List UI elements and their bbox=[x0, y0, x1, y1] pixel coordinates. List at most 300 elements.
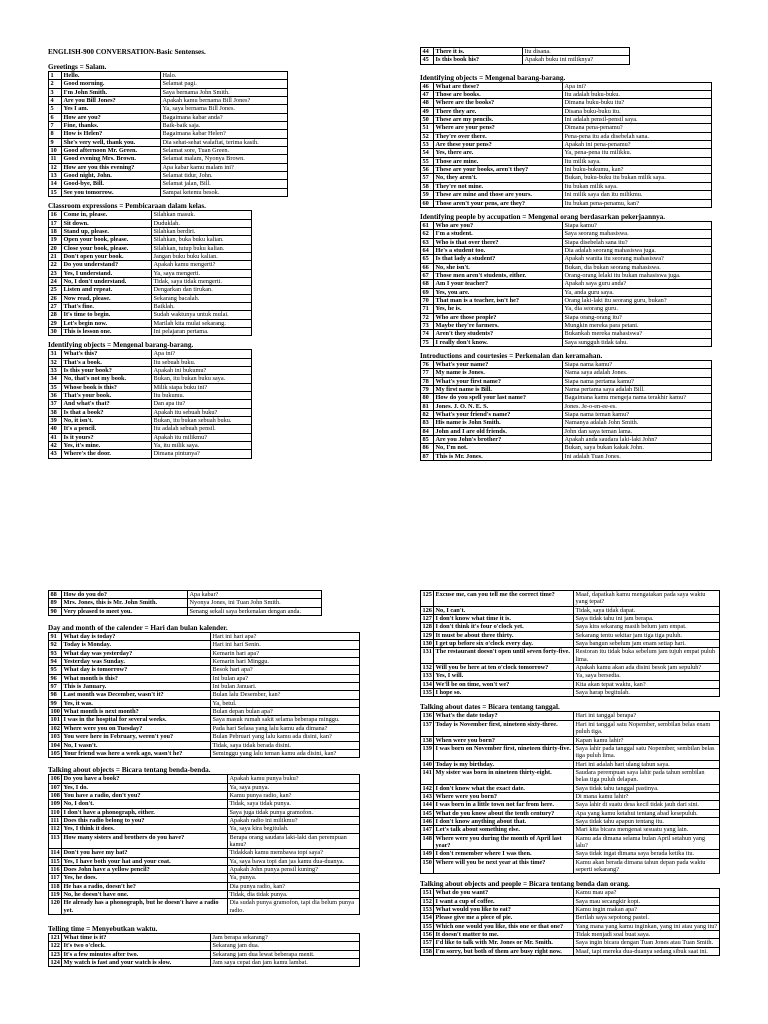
row-number: 67 bbox=[421, 271, 434, 279]
indonesian-translation: Ya, saya kira begitulah. bbox=[228, 825, 360, 833]
table-row bbox=[421, 91, 712, 99]
row-number: 102 bbox=[50, 724, 60, 732]
indonesian-translation: Baiklah. bbox=[152, 302, 252, 310]
row-number: 154 bbox=[422, 914, 432, 922]
table-introductions bbox=[420, 360, 712, 461]
english-sentence: Do you have a book? bbox=[62, 775, 228, 783]
row-number: 87 bbox=[421, 452, 434, 460]
indonesian-translation: Saya seorang mahasiswa. bbox=[563, 230, 712, 238]
indonesian-translation: Tidak, dia tidak punya. bbox=[228, 891, 360, 899]
english-sentence: That's your book. bbox=[62, 392, 152, 400]
table-row bbox=[421, 834, 720, 850]
english-sentence: I'm John Smith. bbox=[62, 88, 161, 96]
indonesian-translation: Saya tidak tahu ini jam berapa. bbox=[574, 615, 720, 623]
table-row bbox=[49, 163, 288, 171]
row-number: 35 bbox=[49, 383, 62, 391]
english-sentence: It's time to begin. bbox=[62, 311, 152, 319]
english-sentence: No, it isn't. bbox=[62, 417, 152, 425]
indonesian-translation: Apakah ini bukumu? bbox=[152, 367, 252, 375]
indonesian-translation: Nama pertama saya adalah Bill. bbox=[563, 386, 712, 394]
row-number: 108 bbox=[50, 791, 60, 799]
english-sentence: That man is a teacher, isn't he? bbox=[434, 296, 563, 304]
indonesian-translation: Silahkan berdiri. bbox=[152, 227, 252, 235]
row-number: 139 bbox=[421, 744, 434, 760]
table-row bbox=[49, 783, 360, 791]
indonesian-translation: Saya mau secangkir kopi. bbox=[574, 897, 720, 905]
english-sentence: These are mine and those are yours. bbox=[434, 191, 563, 199]
indonesian-translation: Apa yang kamu ketahui tentang abad kesepuluh. bbox=[574, 809, 720, 817]
section-title-talking-objects: Talking about objects = Bicara tentang benda-benda. bbox=[48, 766, 211, 775]
row-number: 156 bbox=[422, 931, 432, 939]
row-number: 63 bbox=[421, 238, 434, 246]
row-number: 34 bbox=[49, 375, 62, 383]
row-number: 122 bbox=[50, 942, 60, 950]
row-number: 59 bbox=[421, 191, 434, 199]
table-row bbox=[421, 141, 712, 149]
table-talking-objects bbox=[48, 774, 360, 915]
table-row bbox=[49, 211, 252, 219]
english-sentence: Where were you on Tuesday? bbox=[62, 724, 211, 732]
english-sentence: Yes, I think it does. bbox=[62, 825, 228, 833]
table-row bbox=[49, 442, 252, 450]
indonesian-translation: Saya bangun sebelum jam enam setiap hari. bbox=[574, 640, 720, 648]
english-sentence: I don't remember where I was then. bbox=[434, 850, 574, 858]
table-row bbox=[49, 865, 360, 873]
table-row bbox=[49, 236, 252, 244]
english-sentence: How many sisters and brothers do you have? bbox=[62, 833, 228, 849]
row-number: 107 bbox=[50, 783, 60, 791]
row-number: 2 bbox=[49, 80, 62, 88]
row-number: 39 bbox=[49, 417, 62, 425]
indonesian-translation: Hari ini tanggal satu Nopember, sembilan belas enam puluh tiga. bbox=[574, 720, 720, 736]
table-continuation-44 bbox=[420, 47, 630, 65]
english-sentence: Today is Monday. bbox=[62, 641, 211, 649]
row-number: 148 bbox=[421, 834, 434, 850]
row-number: 4 bbox=[49, 97, 62, 105]
table-row bbox=[421, 664, 720, 672]
indonesian-translation: Ya, itu milik saya. bbox=[152, 442, 252, 450]
table-row bbox=[421, 801, 720, 809]
table-row bbox=[421, 427, 712, 435]
table-row bbox=[49, 105, 288, 113]
row-number: 101 bbox=[50, 716, 60, 724]
row-number: 81 bbox=[421, 402, 434, 410]
indonesian-translation: Seminggu yang lalu teman kamu ada disini, kan? bbox=[211, 749, 360, 757]
indonesian-translation: Siapa nama teman kamu? bbox=[563, 411, 712, 419]
row-number: 44 bbox=[421, 48, 434, 56]
indonesian-translation: Ya, saya mengerti. bbox=[152, 269, 252, 277]
table-greetings bbox=[48, 71, 288, 197]
indonesian-translation: Saya juga tidak punya gramofon. bbox=[228, 808, 360, 816]
english-sentence: I'd like to talk with Mr. Jones or Mr. Smith. bbox=[434, 939, 574, 947]
indonesian-translation: Itu adalah sebuah pensil. bbox=[152, 425, 252, 433]
table-row bbox=[421, 939, 720, 947]
row-number: 150 bbox=[421, 858, 434, 874]
table-row bbox=[421, 712, 720, 720]
english-sentence: I want a cup of coffee. bbox=[434, 897, 574, 905]
row-number: 116 bbox=[50, 865, 60, 873]
row-number: 146 bbox=[422, 817, 432, 825]
english-sentence: Are you Bill Jones? bbox=[62, 97, 161, 105]
table-row bbox=[49, 408, 252, 416]
table-row bbox=[49, 383, 252, 391]
table-row bbox=[421, 394, 712, 402]
table-row bbox=[421, 906, 720, 914]
row-number: 96 bbox=[49, 674, 62, 682]
english-sentence: I was born in a little town not far from here. bbox=[434, 801, 574, 809]
table-row bbox=[49, 633, 360, 641]
indonesian-translation: Saya harap begitulah. bbox=[574, 689, 720, 697]
indonesian-translation: Kamu ada dimana selama bulan April setahun yang lalu? bbox=[574, 834, 720, 850]
page2-left-column bbox=[48, 590, 360, 967]
table-row bbox=[49, 808, 360, 816]
row-number: 48 bbox=[421, 99, 434, 107]
english-sentence: What day was yesterday? bbox=[62, 649, 211, 657]
english-sentence: It must be about three thirty. bbox=[434, 631, 574, 639]
table-row bbox=[421, 296, 712, 304]
indonesian-translation: Ini adalah pensil-pensil saya. bbox=[563, 116, 712, 124]
row-number: 86 bbox=[421, 444, 434, 452]
section-title-occupation: Identifying people by accupation = Mengenal orang berdasarkan pekerjaannya. bbox=[420, 212, 666, 221]
row-number: 22 bbox=[49, 261, 62, 269]
table-row bbox=[421, 792, 720, 800]
english-sentence: There they are. bbox=[434, 107, 563, 115]
indonesian-translation: Dia adalah seorang mahasiswa juga. bbox=[563, 246, 712, 254]
english-sentence: He has a radio, doesn't he? bbox=[62, 882, 228, 890]
english-sentence: No, I'm not. bbox=[434, 444, 563, 452]
indonesian-translation: Apakah kamu mengerti? bbox=[152, 261, 252, 269]
indonesian-translation: Selamat sore, Tuan Green. bbox=[161, 147, 288, 155]
row-number: 147 bbox=[422, 826, 432, 834]
table-row bbox=[49, 733, 360, 741]
table-row bbox=[421, 436, 712, 444]
english-sentence: What month is next month? bbox=[62, 708, 211, 716]
english-sentence: They're not mine. bbox=[434, 182, 563, 190]
indonesian-translation: Apakah kamu punya buku? bbox=[228, 775, 360, 783]
indonesian-translation: Dimana pena-penamu? bbox=[563, 124, 712, 132]
indonesian-translation: Bukankah mereka mahasiswa? bbox=[563, 330, 712, 338]
document-page-2 bbox=[0, 512, 768, 1024]
table-row bbox=[49, 849, 360, 857]
row-number: 113 bbox=[49, 833, 62, 849]
table-row bbox=[421, 107, 712, 115]
english-sentence: I'm sorry, but both of them are busy right now. bbox=[434, 947, 574, 955]
indonesian-translation: Saya kira sekarang masih belum jam empat. bbox=[574, 623, 720, 631]
table-row bbox=[49, 950, 360, 958]
table-row bbox=[421, 386, 712, 394]
english-sentence: Excuse me, can you tell me the correct time? bbox=[434, 591, 574, 607]
indonesian-translation: Tidak, saya tidak dapat. bbox=[574, 606, 720, 614]
english-sentence: No, he doesn't have one. bbox=[62, 891, 228, 899]
row-number: 31 bbox=[49, 350, 62, 358]
page1-right-column bbox=[420, 47, 740, 461]
table-row bbox=[49, 80, 288, 88]
english-sentence: John and I are old friends. bbox=[434, 427, 563, 435]
english-sentence: You have a radio, don't you? bbox=[62, 791, 228, 799]
table-row bbox=[421, 305, 712, 313]
row-number: 103 bbox=[50, 733, 60, 741]
row-number: 58 bbox=[421, 182, 434, 190]
row-number: 43 bbox=[49, 450, 62, 458]
english-sentence: Last month was December, wasn't it? bbox=[62, 691, 211, 699]
table-row bbox=[421, 672, 720, 680]
indonesian-translation: Bukan, dia bukan seorang mahasiswa. bbox=[563, 263, 712, 271]
english-sentence: How are you this evening? bbox=[62, 163, 161, 171]
english-sentence: My sister was born in nineteen thirty-eight. bbox=[434, 768, 574, 784]
row-number: 110 bbox=[50, 808, 60, 816]
indonesian-translation: Saya bernama John Smith. bbox=[161, 88, 288, 96]
table-row bbox=[49, 367, 252, 375]
english-sentence: I was in the hospital for several weeks. bbox=[62, 716, 211, 724]
indonesian-translation: Apakah ini pena-penamu? bbox=[563, 141, 712, 149]
row-number: 10 bbox=[49, 147, 62, 155]
indonesian-translation: Senang sekali saya berkenalan dengan anda. bbox=[188, 607, 322, 615]
english-sentence: Today is my birthday. bbox=[434, 760, 574, 768]
row-number: 92 bbox=[49, 641, 62, 649]
indonesian-translation: Pena-pena itu ada disebelah sana. bbox=[563, 132, 712, 140]
table-row bbox=[49, 708, 360, 716]
indonesian-translation: Apakah buku ini miliknya? bbox=[523, 56, 630, 64]
row-number: 132 bbox=[422, 664, 432, 672]
table-identifying-2 bbox=[420, 82, 712, 208]
table-row bbox=[421, 744, 720, 760]
indonesian-translation: Itu bukumu. bbox=[152, 392, 252, 400]
row-number: 89 bbox=[49, 599, 62, 607]
english-sentence: You were here in February, weren't you? bbox=[62, 733, 211, 741]
english-sentence: Yes, you are. bbox=[434, 288, 563, 296]
indonesian-translation: Bulan Pebruari yang lalu kamu ada disini, kan? bbox=[211, 733, 360, 741]
row-number: 140 bbox=[422, 760, 432, 768]
english-sentence: No, I wasn't. bbox=[62, 741, 211, 749]
english-sentence: Listen and repeat. bbox=[62, 286, 152, 294]
table-row bbox=[421, 99, 712, 107]
english-sentence: Please give me a piece of pie. bbox=[434, 914, 574, 922]
english-sentence: No, I don't. bbox=[62, 800, 228, 808]
english-sentence: Open your book, please. bbox=[62, 236, 152, 244]
table-row bbox=[421, 56, 630, 64]
row-number: 84 bbox=[421, 427, 434, 435]
table-row bbox=[421, 680, 720, 688]
indonesian-translation: Apakah kamu bernama Bill Jones? bbox=[161, 97, 288, 105]
table-row bbox=[421, 615, 720, 623]
english-sentence: Who are you? bbox=[434, 221, 563, 229]
table-row bbox=[421, 931, 720, 939]
table-row bbox=[421, 166, 712, 174]
row-number: 49 bbox=[421, 107, 434, 115]
row-number: 111 bbox=[49, 816, 62, 824]
indonesian-translation: Maaf, tapi mereka dua-duanya sedang sibuk saat ini. bbox=[574, 947, 720, 955]
english-sentence: Where are your pens? bbox=[434, 124, 563, 132]
english-sentence: Yes, he does. bbox=[62, 874, 228, 882]
row-number: 66 bbox=[421, 263, 434, 271]
row-number: 17 bbox=[49, 219, 62, 227]
row-number: 41 bbox=[49, 433, 62, 441]
row-number: 69 bbox=[421, 288, 434, 296]
row-number: 61 bbox=[421, 221, 434, 229]
table-row bbox=[49, 891, 360, 899]
indonesian-translation: Pada hari Selasa yang lalu kamu ada dimana? bbox=[211, 724, 360, 732]
row-number: 134 bbox=[422, 680, 432, 688]
indonesian-translation: Kemarin hari apa? bbox=[211, 649, 360, 657]
section-title-objects-people: Talking about objects and people = Bicara tentang benda dan orang. bbox=[420, 880, 630, 889]
indonesian-translation: Ya, saya bernama Bill Jones. bbox=[161, 105, 288, 113]
english-sentence: I hope so. bbox=[434, 689, 574, 697]
english-sentence: Stand up, please. bbox=[62, 227, 152, 235]
section-title-calendar: Day and month of the calender = Hari dan bulan kalender. bbox=[48, 624, 228, 633]
table-row bbox=[49, 724, 360, 732]
table-row bbox=[421, 897, 720, 905]
row-number: 38 bbox=[49, 408, 62, 416]
english-sentence: Yes, I understand. bbox=[62, 269, 152, 277]
table-row bbox=[49, 311, 252, 319]
indonesian-translation: Apakah radio ini milikmu? bbox=[228, 816, 360, 824]
row-number: 26 bbox=[49, 294, 62, 302]
indonesian-translation: Saya ingin bicara dengan Tuan Jones atau Tuan Smith. bbox=[574, 939, 720, 947]
english-sentence: Yes, it was. bbox=[62, 699, 211, 707]
row-number: 99 bbox=[49, 699, 62, 707]
indonesian-translation: Ya, betul. bbox=[211, 699, 360, 707]
english-sentence: And what's that? bbox=[62, 400, 152, 408]
indonesian-translation: Dimana buku-buku itu? bbox=[563, 99, 712, 107]
indonesian-translation: Restoran itu tidak buka sebelum jam tujuh empat puluh lima. bbox=[574, 648, 720, 664]
english-sentence: It's a few minutes after two. bbox=[62, 950, 211, 958]
english-sentence: They're over there. bbox=[434, 132, 563, 140]
indonesian-translation: Apakah saya guru anda? bbox=[563, 280, 712, 288]
english-sentence: I'm a student. bbox=[434, 230, 563, 238]
table-row bbox=[49, 433, 252, 441]
table-row bbox=[421, 947, 720, 955]
english-sentence: Those are books. bbox=[434, 91, 563, 99]
row-number: 127 bbox=[422, 615, 432, 623]
indonesian-translation: Itu bukan pena-penamu, kan? bbox=[563, 199, 712, 207]
indonesian-translation: Kamu ingin makan apa? bbox=[574, 906, 720, 914]
indonesian-translation: Milik siapa buku ini? bbox=[152, 383, 252, 391]
indonesian-translation: Silahkan masuk. bbox=[152, 211, 252, 219]
table-classroom bbox=[48, 210, 252, 336]
table-row bbox=[49, 122, 288, 130]
table-row bbox=[421, 736, 720, 744]
table-row bbox=[421, 288, 712, 296]
indonesian-translation: Saudara perempuan saya lahir pada tahun sembilan belas tiga puluh delapan. bbox=[574, 768, 720, 784]
table-row bbox=[49, 775, 360, 783]
row-number: 56 bbox=[421, 166, 434, 174]
row-number: 120 bbox=[49, 899, 62, 915]
indonesian-translation: Sekarang tentu sekitar jam tiga tiga puluh. bbox=[574, 631, 720, 639]
indonesian-translation: Dia sudah punya gramofon, tapi dia belum punya radio. bbox=[228, 899, 360, 915]
english-sentence: Let's begin now. bbox=[62, 319, 152, 327]
page2-right-column bbox=[420, 590, 720, 956]
row-number: 64 bbox=[421, 246, 434, 254]
indonesian-translation: Yang mana yang kamu inginkan, yang ini atau yang itu? bbox=[574, 922, 720, 930]
row-number: 141 bbox=[421, 768, 434, 784]
indonesian-translation: Mungkin mereka para petani. bbox=[563, 321, 712, 329]
table-row bbox=[421, 191, 712, 199]
english-sentence: Which one would you like, this one or that one? bbox=[434, 922, 574, 930]
row-number: 104 bbox=[50, 741, 60, 749]
indonesian-translation: Tidak menjadi soal buat saya. bbox=[574, 931, 720, 939]
table-row bbox=[421, 330, 712, 338]
indonesian-translation: Nyonya Jones, ini Tuan John Smith. bbox=[188, 599, 322, 607]
table-row bbox=[421, 419, 712, 427]
english-sentence: Does John have a yellow pencil? bbox=[62, 865, 228, 873]
row-number: 45 bbox=[421, 56, 434, 64]
table-row bbox=[421, 648, 720, 664]
row-number: 138 bbox=[422, 736, 432, 744]
indonesian-translation: Siapa disebelah sana itu? bbox=[563, 238, 712, 246]
english-sentence: I really don't know. bbox=[434, 338, 563, 346]
english-sentence: Good evening Mrs. Brown. bbox=[62, 155, 161, 163]
document-title: ENGLISH-900 CONVERSATION-Basic Sentenses. bbox=[48, 48, 206, 56]
indonesian-translation: Kemarin hari Minggu. bbox=[211, 658, 360, 666]
section-title-greetings: Greetings = Salam. bbox=[48, 63, 107, 71]
row-number: 83 bbox=[421, 419, 434, 427]
row-number: 74 bbox=[421, 330, 434, 338]
row-number: 25 bbox=[49, 286, 62, 294]
row-number: 85 bbox=[421, 436, 434, 444]
indonesian-translation: Sampai ketemu besok. bbox=[161, 188, 288, 196]
english-sentence: Is that a book? bbox=[62, 408, 152, 416]
row-number: 14 bbox=[49, 180, 62, 188]
english-sentence: I get up before six o'clock every day. bbox=[434, 640, 574, 648]
table-row bbox=[49, 800, 360, 808]
indonesian-translation: Bagaimana kabar anda? bbox=[161, 113, 288, 121]
indonesian-translation: Siapa kamu? bbox=[563, 221, 712, 229]
english-sentence: Yes, he is. bbox=[434, 305, 563, 313]
row-number: 46 bbox=[421, 82, 434, 90]
english-sentence: Are these your pens? bbox=[434, 141, 563, 149]
row-number: 90 bbox=[49, 607, 62, 615]
indonesian-translation: Apa kabar kamu malam ini? bbox=[161, 163, 288, 171]
row-number: 24 bbox=[49, 277, 62, 285]
indonesian-translation: Orang-orang lelaki itu bukan mahasiswa juga. bbox=[563, 271, 712, 279]
indonesian-translation: Jam saya cepat dan jam kamu lambat. bbox=[211, 959, 360, 967]
table-row bbox=[49, 147, 288, 155]
indonesian-translation: Berapa orang saudara laki-laki dan perempuan kamu? bbox=[228, 833, 360, 849]
indonesian-translation: Orang laki-laki itu seorang guru, bukan? bbox=[563, 296, 712, 304]
english-sentence: No, she isn't. bbox=[434, 263, 563, 271]
table-row bbox=[421, 640, 720, 648]
indonesian-translation: Saya tidak tahu tanggal pastinya. bbox=[574, 784, 720, 792]
table-row bbox=[421, 157, 712, 165]
english-sentence: This is Mr. Jones. bbox=[434, 452, 563, 460]
row-number: 62 bbox=[421, 230, 434, 238]
table-continuation-125 bbox=[420, 590, 720, 697]
english-sentence: What do you want? bbox=[434, 889, 574, 897]
english-sentence: How is Helen? bbox=[62, 130, 161, 138]
table-calendar bbox=[48, 632, 360, 758]
indonesian-translation: Bagaimana kamu mengeja nama terakhir kamu? bbox=[563, 394, 712, 402]
indonesian-translation: Bukan, itu bukan buku saya. bbox=[152, 375, 252, 383]
indonesian-translation: Apa ini? bbox=[152, 350, 252, 358]
indonesian-translation: Silahkan, buka buku kalian. bbox=[152, 236, 252, 244]
english-sentence: Where were you born? bbox=[434, 792, 574, 800]
english-sentence: No, that's not my book. bbox=[62, 375, 152, 383]
row-number: 20 bbox=[49, 244, 62, 252]
english-sentence: Close your book, please. bbox=[62, 244, 152, 252]
indonesian-translation: Nama saya adalah Jones. bbox=[563, 369, 712, 377]
english-sentence: Mrs. Jones, this is Mr. John Smith. bbox=[62, 599, 188, 607]
table-row bbox=[49, 699, 360, 707]
indonesian-translation: Mari kita bicara mengenai sesuatu yang lain. bbox=[574, 826, 720, 834]
indonesian-translation: Namanya adalah John Smith. bbox=[563, 419, 712, 427]
table-row bbox=[421, 720, 720, 736]
english-sentence: These are my pencils. bbox=[434, 116, 563, 124]
table-continuation-88 bbox=[48, 590, 322, 616]
indonesian-translation: Jangan buku buku kalian. bbox=[152, 252, 252, 260]
row-number: 36 bbox=[49, 392, 62, 400]
row-number: 55 bbox=[421, 157, 434, 165]
table-row bbox=[49, 400, 252, 408]
